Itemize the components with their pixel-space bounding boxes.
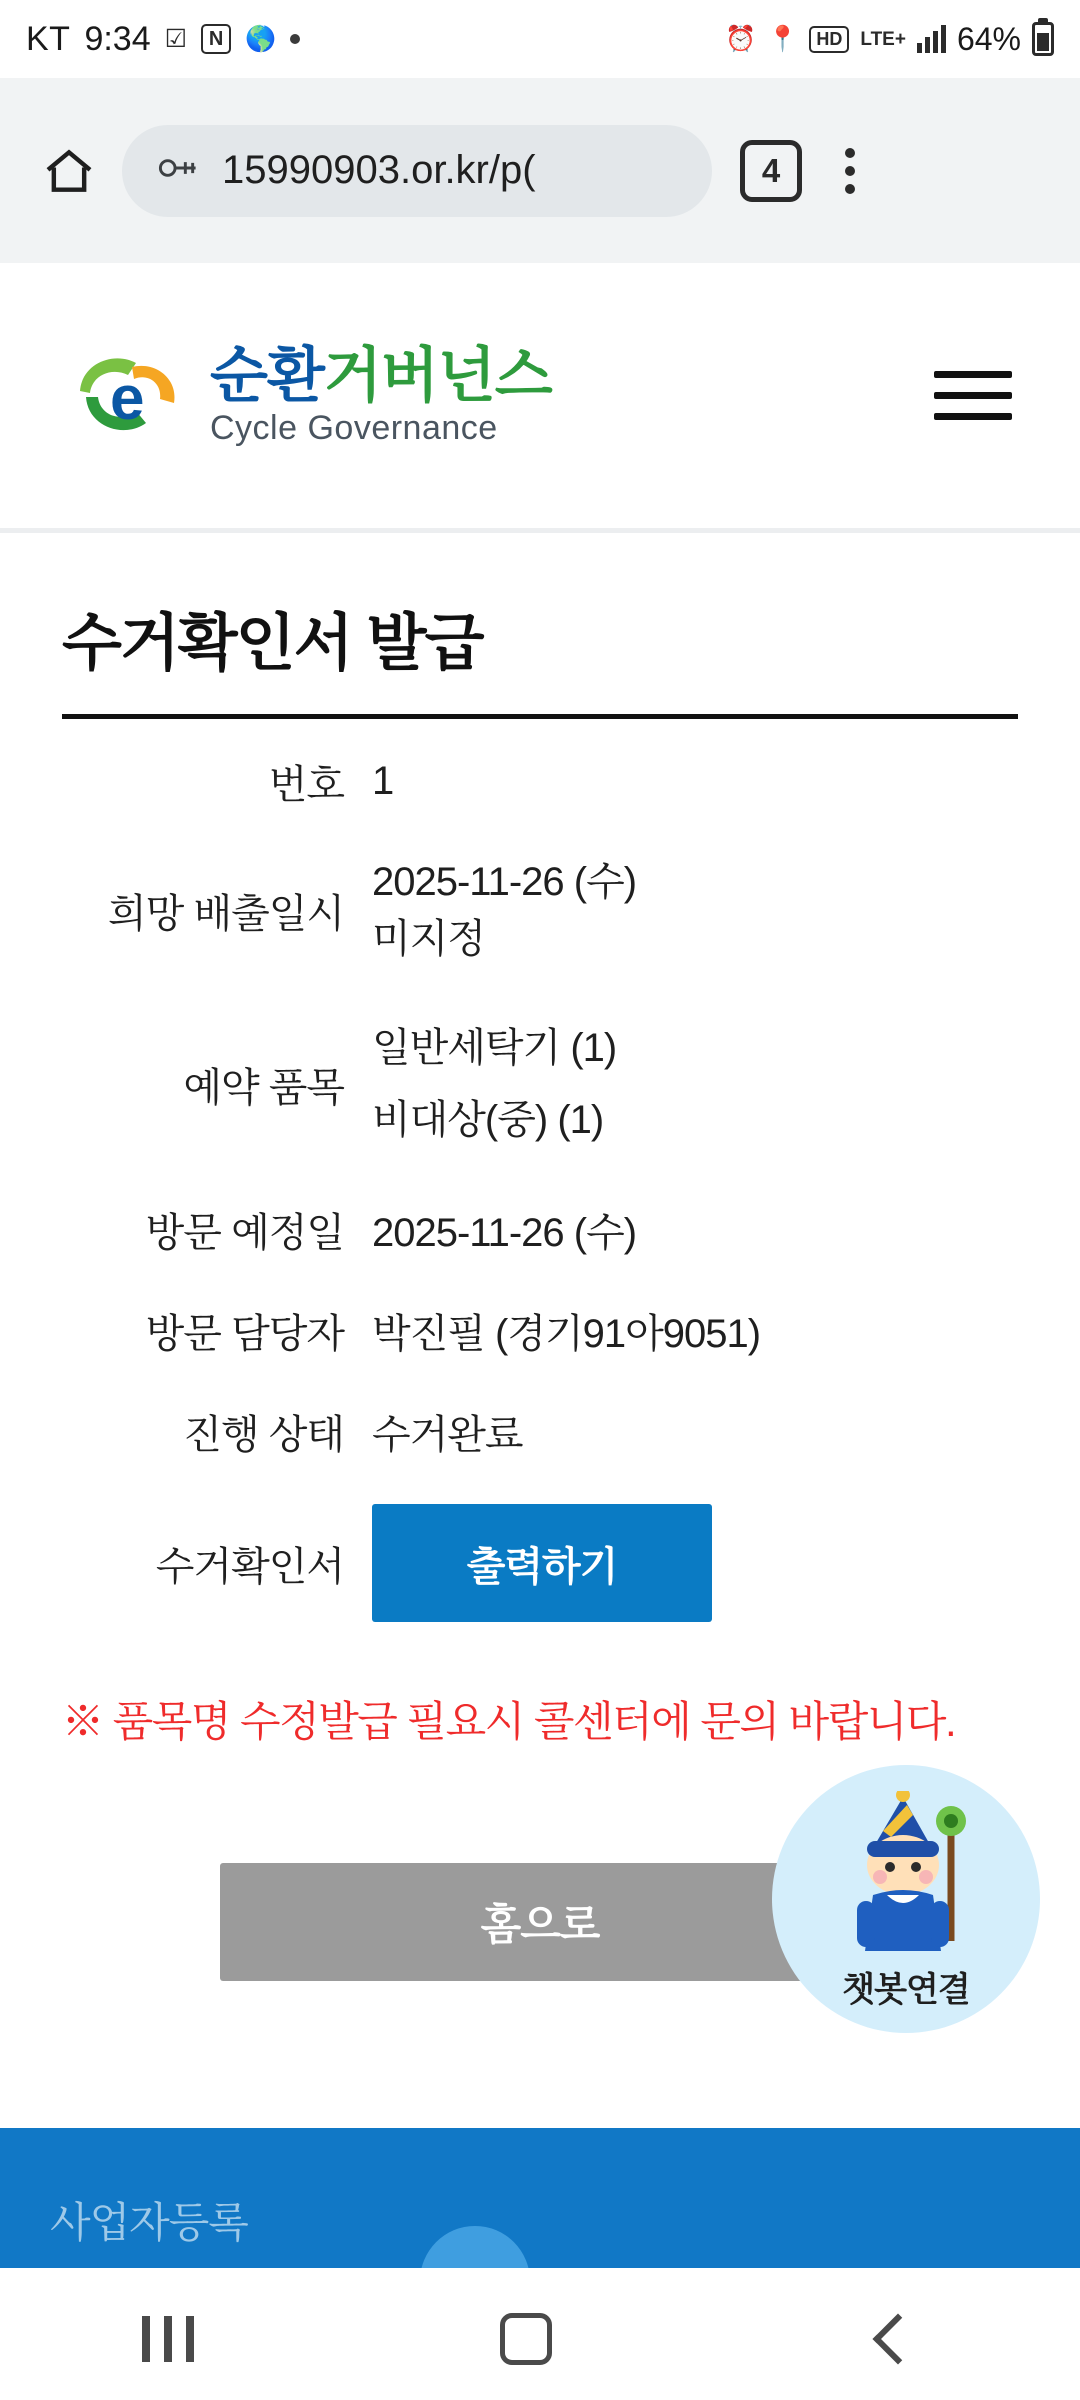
table-row [62, 1482, 1018, 1644]
go-home-button[interactable]: 홈으로 [220, 1863, 860, 1981]
clock-label: 9:34 [84, 19, 151, 58]
location-icon: 📍 [767, 24, 799, 53]
row-label-number: 번호 [268, 763, 344, 807]
home-icon[interactable] [38, 140, 100, 202]
svg-text:e: e [110, 364, 145, 433]
table-row [62, 832, 1018, 990]
address-bar[interactable] [122, 125, 712, 217]
notice-text: ※ 품목명 수정발급 필요시 콜센터에 문의 바랍니다. [62, 1698, 956, 1746]
back-nav-icon[interactable] [873, 2314, 924, 2365]
status-badge: 수거완료 [372, 1413, 523, 1458]
collection-info-table [62, 731, 1018, 1644]
android-navigation-bar [0, 2278, 1080, 2400]
row-value-items [372, 990, 1018, 1180]
logo-kr-part1: 순환 [210, 341, 324, 409]
row-label-status: 진행 상태 [183, 1413, 344, 1458]
home-nav-icon[interactable] [500, 2313, 552, 2365]
check-icon: ☑ [164, 24, 188, 53]
battery-percent-label: 64% [956, 20, 1021, 57]
site-header [0, 263, 1080, 533]
row-label-items: 예약 품목 [183, 1065, 344, 1110]
hd-badge: HD [809, 26, 849, 53]
battery-icon [1032, 22, 1054, 56]
table-row [62, 731, 1018, 832]
url-text: 15990903.or.kr/p( [222, 148, 536, 192]
alarm-icon: ⏰ [725, 24, 757, 53]
row-value-desired-date [372, 832, 1018, 990]
title-divider [62, 714, 1018, 719]
signal-strength-icon [917, 25, 946, 53]
row-label-staff: 방문 담당자 [145, 1312, 344, 1357]
print-certificate-button[interactable]: 출력하기 [372, 1504, 712, 1622]
site-logo[interactable] [70, 341, 552, 448]
row-label-visit-date: 방문 예정일 [145, 1211, 344, 1256]
table-row [62, 1381, 1018, 1482]
chatbot-button[interactable] [772, 1765, 1040, 2033]
logo-english-name: Cycle Governance [210, 408, 498, 447]
row-value-number: 1 [372, 759, 394, 803]
logo-text [210, 341, 552, 448]
site-footer [0, 2128, 1080, 2268]
desired-date-value: 2025-11-26 (수) [372, 860, 637, 904]
row-label-certificate: 수거확인서 [155, 1544, 344, 1589]
main-content [0, 533, 1080, 1981]
connection-secure-icon [156, 151, 200, 190]
carrier-label: KT [26, 19, 71, 58]
network-type-icon: LTE+ [860, 28, 906, 50]
item-1: 일반세탁기 (1) [372, 1025, 617, 1070]
table-row [62, 1179, 1018, 1280]
status-bar-left [26, 20, 300, 59]
overflow-menu-icon[interactable] [824, 148, 876, 194]
desired-time-value: 미지정 [372, 916, 485, 961]
hamburger-menu-icon[interactable] [924, 361, 1022, 430]
table-row [62, 1280, 1018, 1381]
logo-kr-part2: 거버넌스 [323, 341, 552, 409]
globe-icon: 🌎 [245, 24, 277, 53]
table-row [62, 990, 1018, 1180]
page-title: 수거확인서 발급 [62, 609, 483, 678]
browser-toolbar [0, 78, 1080, 263]
cycle-arrow-logo-icon [70, 345, 190, 446]
tab-switcher-button[interactable]: 4 [740, 140, 802, 202]
item-2: 비대상(중) (1) [372, 1098, 604, 1143]
logo-korean-name [210, 341, 552, 409]
chatbot-mascot-icon [821, 1791, 991, 1976]
row-label-desired-date: 희망 배출일시 [108, 892, 344, 937]
recent-apps-icon[interactable] [164, 2316, 172, 2362]
status-bar-right [725, 21, 1054, 58]
row-value-staff: 박진필 (경기91아9051) [372, 1312, 761, 1357]
status-bar [0, 0, 1080, 78]
row-value-visit-date: 2025-11-26 (수) [372, 1211, 637, 1256]
chatbot-label: 챗봇연결 [842, 1971, 970, 2009]
dot-icon [290, 34, 300, 44]
naver-icon: N [201, 24, 231, 54]
footer-text: 사업자등록 [50, 2199, 248, 2246]
